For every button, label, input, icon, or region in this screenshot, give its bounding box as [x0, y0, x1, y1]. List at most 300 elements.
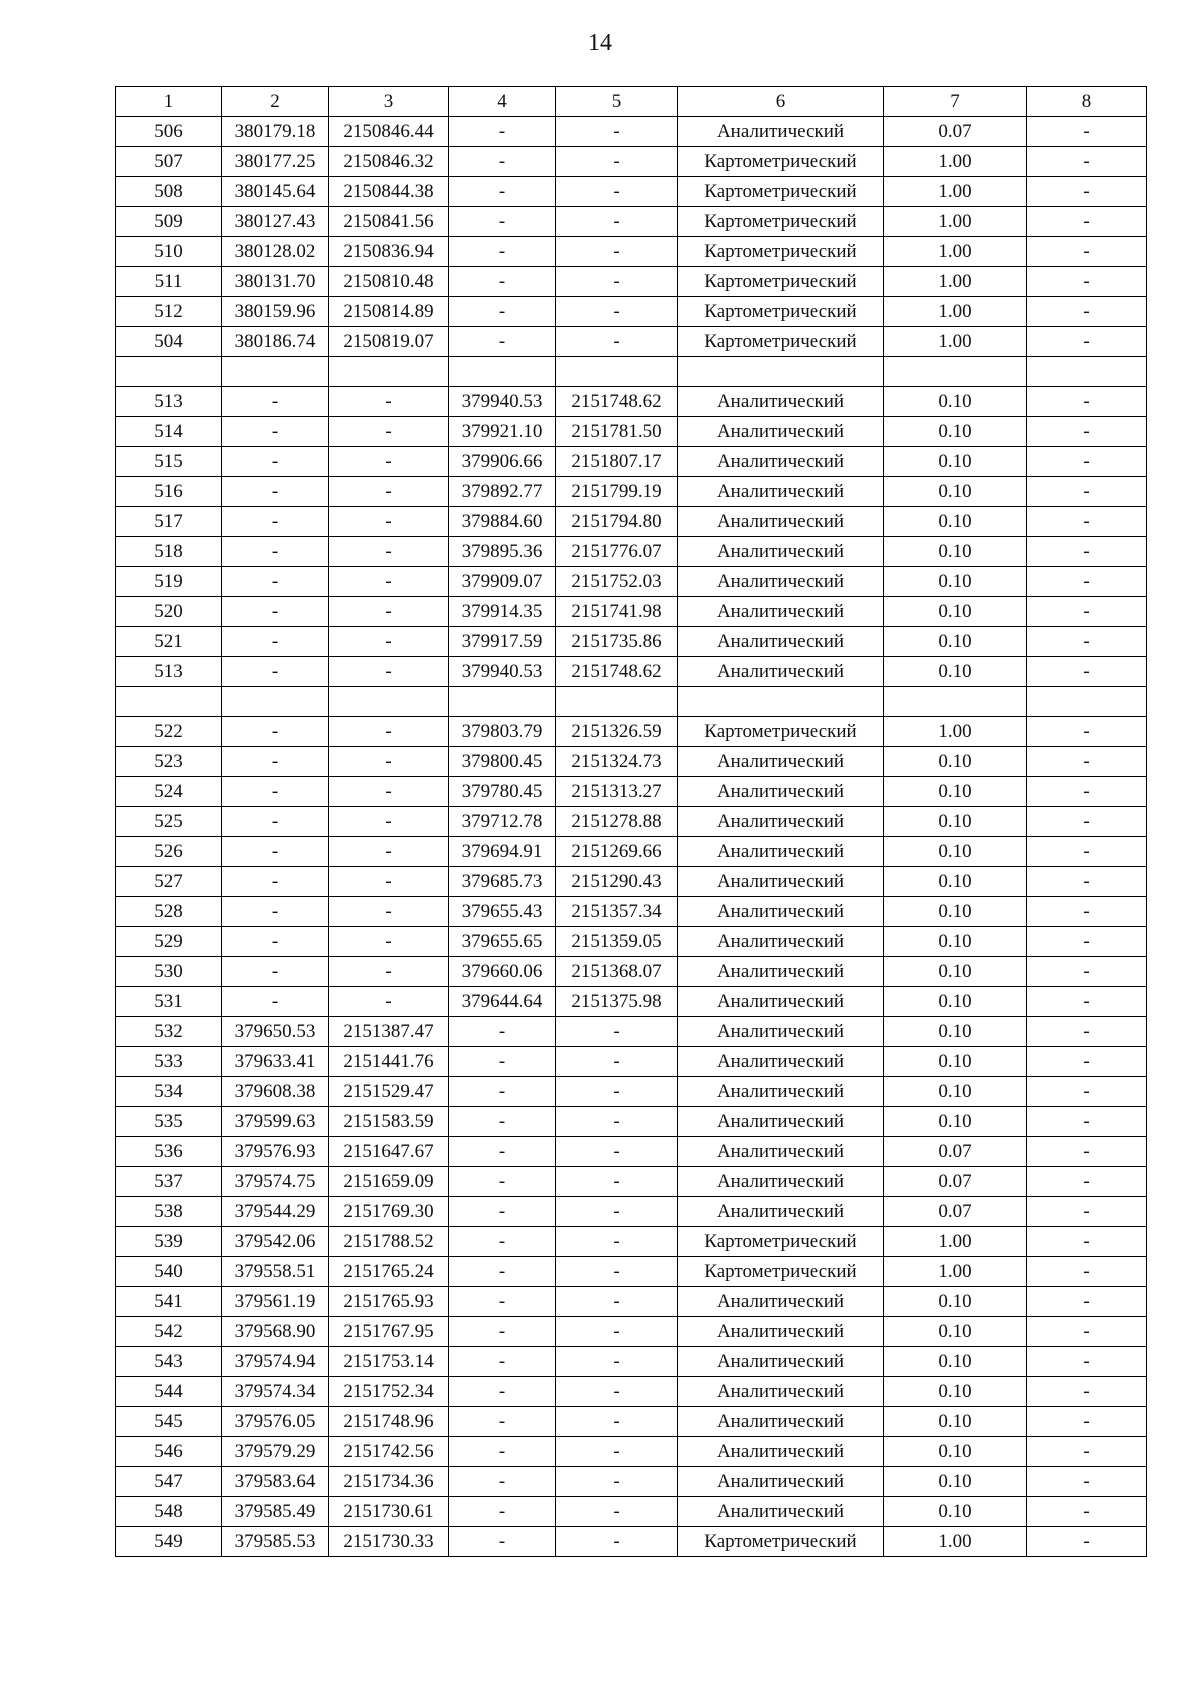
cell-coord-y-new: 2151278.88 [556, 807, 678, 837]
cell-coord-x-new: 379917.59 [449, 627, 556, 657]
cell-col8: - [1027, 1347, 1147, 1377]
cell-coord-y-new: - [556, 327, 678, 357]
cell-method: Аналитический [678, 1017, 884, 1047]
cell-coord-y-old: 2150819.07 [329, 327, 449, 357]
cell-coord-x-old: 380179.18 [222, 117, 329, 147]
table-row [116, 177, 1147, 207]
cell-point-number: 546 [116, 1437, 222, 1467]
cell-col8: - [1027, 477, 1147, 507]
table-row [116, 117, 1147, 147]
cell-coord-x-old: - [222, 867, 329, 897]
cell-coord-x-old [222, 357, 329, 387]
cell-coord-x-old [222, 687, 329, 717]
cell-point-number [116, 687, 222, 717]
cell-coord-x-new: 379660.06 [449, 957, 556, 987]
cell-col8: - [1027, 177, 1147, 207]
cell-coord-x-new: - [449, 1137, 556, 1167]
cell-coord-y-old: 2151748.96 [329, 1407, 449, 1437]
table-row [116, 507, 1147, 537]
cell-coord-x-old: - [222, 507, 329, 537]
cell-coord-y-old: - [329, 627, 449, 657]
cell-coord-x-new: 379892.77 [449, 477, 556, 507]
cell-col8: - [1027, 897, 1147, 927]
cell-coord-x-new: 379655.43 [449, 897, 556, 927]
cell-coord-y-old: 2150841.56 [329, 207, 449, 237]
table-row [116, 837, 1147, 867]
cell-col8 [1027, 357, 1147, 387]
cell-coord-x-old: 379608.38 [222, 1077, 329, 1107]
cell-precision: 0.10 [884, 1377, 1027, 1407]
cell-col8: - [1027, 507, 1147, 537]
cell-coord-x-old: - [222, 987, 329, 1017]
cell-method: Картометрический [678, 267, 884, 297]
cell-coord-y-old: - [329, 387, 449, 417]
cell-coord-x-new: - [449, 1497, 556, 1527]
cell-coord-x-new: - [449, 1377, 556, 1407]
cell-method: Аналитический [678, 1047, 884, 1077]
cell-coord-x-new: - [449, 1347, 556, 1377]
cell-coord-x-new: 379921.10 [449, 417, 556, 447]
cell-precision: 0.10 [884, 837, 1027, 867]
cell-precision: 0.10 [884, 627, 1027, 657]
cell-coord-x-new: - [449, 207, 556, 237]
cell-point-number: 526 [116, 837, 222, 867]
cell-point-number: 532 [116, 1017, 222, 1047]
table-row [116, 1377, 1147, 1407]
cell-coord-y-new: - [556, 1527, 678, 1557]
cell-precision: 1.00 [884, 1257, 1027, 1287]
cell-coord-y-old: - [329, 507, 449, 537]
cell-method: Аналитический [678, 507, 884, 537]
table-row [116, 777, 1147, 807]
cell-coord-x-old: 380159.96 [222, 297, 329, 327]
cell-point-number: 518 [116, 537, 222, 567]
cell-coord-y-new: 2151290.43 [556, 867, 678, 897]
cell-col8: - [1027, 207, 1147, 237]
cell-coord-x-old: 380131.70 [222, 267, 329, 297]
cell-method: Картометрический [678, 297, 884, 327]
table-row [116, 1467, 1147, 1497]
cell-coord-y-new: 2151375.98 [556, 987, 678, 1017]
cell-method: Аналитический [678, 1347, 884, 1377]
table-row [116, 1317, 1147, 1347]
cell-coord-y-new: - [556, 267, 678, 297]
cell-coord-x-new: - [449, 1407, 556, 1437]
cell-point-number: 538 [116, 1197, 222, 1227]
cell-coord-x-new: 379685.73 [449, 867, 556, 897]
table-header-row [116, 87, 1147, 117]
cell-point-number: 544 [116, 1377, 222, 1407]
cell-precision: 1.00 [884, 717, 1027, 747]
cell-coord-x-new: - [449, 1467, 556, 1497]
cell-point-number [116, 357, 222, 387]
cell-coord-y-new: - [556, 1257, 678, 1287]
cell-precision: 0.10 [884, 1287, 1027, 1317]
cell-coord-y-old: - [329, 927, 449, 957]
cell-coord-y-old: 2151583.59 [329, 1107, 449, 1137]
table-row [116, 1107, 1147, 1137]
cell-col8: - [1027, 957, 1147, 987]
cell-method: Картометрический [678, 327, 884, 357]
cell-coord-y-old: - [329, 747, 449, 777]
cell-coord-x-old: 379544.29 [222, 1197, 329, 1227]
cell-precision: 1.00 [884, 1527, 1027, 1557]
cell-method: Картометрический [678, 207, 884, 237]
cell-coord-y-new: - [556, 147, 678, 177]
cell-coord-x-old: 379650.53 [222, 1017, 329, 1047]
table-row [116, 567, 1147, 597]
cell-coord-y-old: - [329, 447, 449, 477]
cell-precision: 0.10 [884, 1107, 1027, 1137]
cell-precision: 1.00 [884, 327, 1027, 357]
table-row [116, 627, 1147, 657]
cell-coord-x-old: - [222, 417, 329, 447]
cell-col8: - [1027, 597, 1147, 627]
cell-precision: 0.10 [884, 1017, 1027, 1047]
cell-coord-x-new: - [449, 297, 556, 327]
cell-coord-y-new: 2151799.19 [556, 477, 678, 507]
cell-coord-x-old: - [222, 717, 329, 747]
cell-coord-x-old: - [222, 627, 329, 657]
table-row [116, 1017, 1147, 1047]
cell-coord-y-old: 2150836.94 [329, 237, 449, 267]
cell-precision: 0.10 [884, 1347, 1027, 1377]
cell-coord-x-new: - [449, 177, 556, 207]
header-cell-3: 3 [329, 87, 449, 117]
cell-point-number: 514 [116, 417, 222, 447]
table-row [116, 657, 1147, 687]
cell-coord-x-old: - [222, 567, 329, 597]
cell-method: Аналитический [678, 1377, 884, 1407]
cell-coord-y-new: 2151752.03 [556, 567, 678, 597]
cell-coord-y-new: - [556, 1317, 678, 1347]
cell-precision: 1.00 [884, 237, 1027, 267]
cell-coord-y-new: 2151326.59 [556, 717, 678, 747]
cell-method: Картометрический [678, 1527, 884, 1557]
cell-coord-y-old: 2151765.93 [329, 1287, 449, 1317]
table-row [116, 747, 1147, 777]
cell-method: Аналитический [678, 987, 884, 1017]
cell-coord-y-old: 2151767.95 [329, 1317, 449, 1347]
cell-precision: 0.10 [884, 477, 1027, 507]
header-cell-6: 6 [678, 87, 884, 117]
cell-method: Аналитический [678, 1167, 884, 1197]
cell-coord-x-old: 380177.25 [222, 147, 329, 177]
cell-coord-x-new: - [449, 1107, 556, 1137]
cell-col8: - [1027, 1197, 1147, 1227]
table-row [116, 597, 1147, 627]
cell-coord-x-old: 379576.93 [222, 1137, 329, 1167]
cell-method: Аналитический [678, 1077, 884, 1107]
cell-coord-y-old: 2151788.52 [329, 1227, 449, 1257]
cell-coord-x-new [449, 687, 556, 717]
cell-precision: 1.00 [884, 207, 1027, 237]
page-number: 14 [588, 30, 612, 56]
cell-coord-x-old: - [222, 657, 329, 687]
cell-col8: - [1027, 297, 1147, 327]
table-body [116, 87, 1147, 1557]
cell-coord-y-old: 2150844.38 [329, 177, 449, 207]
cell-coord-y-new: 2151269.66 [556, 837, 678, 867]
cell-coord-y-old: - [329, 537, 449, 567]
cell-coord-x-old: 379568.90 [222, 1317, 329, 1347]
cell-method: Аналитический [678, 417, 884, 447]
cell-col8: - [1027, 537, 1147, 567]
cell-col8: - [1027, 1227, 1147, 1257]
cell-coord-x-new: - [449, 1317, 556, 1347]
cell-coord-y-old: - [329, 597, 449, 627]
cell-coord-x-old: 380145.64 [222, 177, 329, 207]
cell-coord-x-new: - [449, 1227, 556, 1257]
cell-coord-x-new [449, 357, 556, 387]
cell-col8: - [1027, 1437, 1147, 1467]
cell-point-number: 510 [116, 237, 222, 267]
table-row [116, 1407, 1147, 1437]
cell-precision: 0.07 [884, 1197, 1027, 1227]
cell-method: Аналитический [678, 117, 884, 147]
cell-point-number: 539 [116, 1227, 222, 1257]
cell-point-number: 540 [116, 1257, 222, 1287]
cell-coord-x-old: 380186.74 [222, 327, 329, 357]
cell-point-number: 511 [116, 267, 222, 297]
cell-method: Аналитический [678, 447, 884, 477]
cell-method [678, 687, 884, 717]
cell-col8: - [1027, 237, 1147, 267]
cell-col8: - [1027, 1467, 1147, 1497]
cell-coord-y-new: - [556, 1377, 678, 1407]
table-row [116, 1197, 1147, 1227]
cell-coord-x-old: - [222, 477, 329, 507]
cell-coord-y-old: 2150846.32 [329, 147, 449, 177]
cell-coord-y-old: 2151441.76 [329, 1047, 449, 1077]
cell-col8: - [1027, 1017, 1147, 1047]
cell-coord-x-new: 379803.79 [449, 717, 556, 747]
cell-col8: - [1027, 1407, 1147, 1437]
cell-col8: - [1027, 927, 1147, 957]
cell-coord-x-old: 379574.94 [222, 1347, 329, 1377]
cell-method: Аналитический [678, 1497, 884, 1527]
cell-method: Аналитический [678, 957, 884, 987]
cell-point-number: 519 [116, 567, 222, 597]
cell-col8: - [1027, 747, 1147, 777]
cell-method: Картометрический [678, 1227, 884, 1257]
cell-precision: 0.07 [884, 1167, 1027, 1197]
cell-method: Аналитический [678, 1437, 884, 1467]
cell-precision: 0.10 [884, 807, 1027, 837]
table-row [116, 927, 1147, 957]
cell-point-number: 509 [116, 207, 222, 237]
cell-point-number: 525 [116, 807, 222, 837]
cell-coord-y-new: - [556, 1227, 678, 1257]
cell-precision: 0.10 [884, 747, 1027, 777]
cell-method: Аналитический [678, 597, 884, 627]
cell-method: Аналитический [678, 1407, 884, 1437]
cell-coord-x-new: - [449, 267, 556, 297]
cell-col8: - [1027, 267, 1147, 297]
cell-col8: - [1027, 1167, 1147, 1197]
cell-coord-x-new: - [449, 147, 556, 177]
cell-point-number: 520 [116, 597, 222, 627]
table-row [116, 1287, 1147, 1317]
table-row [116, 957, 1147, 987]
table-row [116, 207, 1147, 237]
cell-coord-y-old: - [329, 957, 449, 987]
cell-coord-y-new: - [556, 1017, 678, 1047]
cell-precision: 0.10 [884, 1407, 1027, 1437]
cell-coord-x-old: - [222, 597, 329, 627]
cell-method: Аналитический [678, 837, 884, 867]
cell-coord-x-new: 379712.78 [449, 807, 556, 837]
cell-point-number: 548 [116, 1497, 222, 1527]
cell-coord-y-old: - [329, 807, 449, 837]
table-row [116, 1347, 1147, 1377]
cell-method: Аналитический [678, 927, 884, 957]
cell-coord-y-old: - [329, 867, 449, 897]
header-cell-8: 8 [1027, 87, 1147, 117]
cell-col8: - [1027, 627, 1147, 657]
cell-coord-y-new: - [556, 1167, 678, 1197]
table-row [116, 1047, 1147, 1077]
cell-coord-x-old: - [222, 447, 329, 477]
header-cell-7: 7 [884, 87, 1027, 117]
cell-point-number: 543 [116, 1347, 222, 1377]
cell-point-number: 542 [116, 1317, 222, 1347]
cell-coord-y-old: - [329, 837, 449, 867]
cell-precision: 0.10 [884, 537, 1027, 567]
cell-precision: 0.10 [884, 1497, 1027, 1527]
cell-coord-y-new: 2151357.34 [556, 897, 678, 927]
cell-coord-x-old: 379633.41 [222, 1047, 329, 1077]
cell-coord-x-new: - [449, 1527, 556, 1557]
table-row [116, 267, 1147, 297]
cell-method: Аналитический [678, 807, 884, 837]
cell-coord-x-new: - [449, 237, 556, 267]
cell-coord-y-new: 2151741.98 [556, 597, 678, 627]
cell-coord-x-old: - [222, 927, 329, 957]
table-row [116, 417, 1147, 447]
cell-precision: 0.10 [884, 777, 1027, 807]
table-row [116, 1137, 1147, 1167]
cell-coord-y-old: 2151742.56 [329, 1437, 449, 1467]
table-row [116, 1437, 1147, 1467]
cell-col8: - [1027, 1497, 1147, 1527]
cell-precision: 0.10 [884, 1467, 1027, 1497]
cell-coord-x-old: 379558.51 [222, 1257, 329, 1287]
cell-precision: 0.10 [884, 1317, 1027, 1347]
cell-coord-y-new: - [556, 1077, 678, 1107]
table-row [116, 477, 1147, 507]
cell-coord-x-new: - [449, 1287, 556, 1317]
cell-method: Картометрический [678, 237, 884, 267]
cell-method: Аналитический [678, 567, 884, 597]
cell-coord-y-old: 2151765.24 [329, 1257, 449, 1287]
cell-coord-y-old: 2150810.48 [329, 267, 449, 297]
cell-coord-y-old [329, 687, 449, 717]
cell-point-number: 530 [116, 957, 222, 987]
cell-coord-y-new: - [556, 1137, 678, 1167]
cell-coord-y-old: - [329, 417, 449, 447]
table-row [116, 387, 1147, 417]
cell-coord-y-old: 2151529.47 [329, 1077, 449, 1107]
cell-method: Аналитический [678, 747, 884, 777]
cell-point-number: 545 [116, 1407, 222, 1437]
cell-coord-x-new: 379800.45 [449, 747, 556, 777]
cell-precision: 1.00 [884, 177, 1027, 207]
cell-point-number: 536 [116, 1137, 222, 1167]
cell-coord-x-new: 379655.65 [449, 927, 556, 957]
cell-coord-y-new: - [556, 237, 678, 267]
cell-coord-y-old: 2151752.34 [329, 1377, 449, 1407]
cell-coord-x-old: 379599.63 [222, 1107, 329, 1137]
cell-coord-x-new: - [449, 117, 556, 147]
cell-coord-x-old: - [222, 807, 329, 837]
cell-coord-x-new: - [449, 1077, 556, 1107]
cell-coord-y-old [329, 357, 449, 387]
cell-method: Аналитический [678, 1137, 884, 1167]
cell-coord-x-old: - [222, 957, 329, 987]
cell-method: Аналитический [678, 1467, 884, 1497]
cell-method [678, 357, 884, 387]
table-row [116, 357, 1147, 387]
cell-precision: 0.10 [884, 987, 1027, 1017]
cell-col8: - [1027, 1137, 1147, 1167]
table-row [116, 897, 1147, 927]
cell-coord-x-old: 380127.43 [222, 207, 329, 237]
cell-coord-y-new: 2151368.07 [556, 957, 678, 987]
table-row [116, 717, 1147, 747]
cell-col8: - [1027, 717, 1147, 747]
cell-col8: - [1027, 807, 1147, 837]
cell-coord-x-new: 379895.36 [449, 537, 556, 567]
table-row [116, 537, 1147, 567]
cell-coord-y-new: - [556, 1437, 678, 1467]
table-row [116, 447, 1147, 477]
cell-col8: - [1027, 1107, 1147, 1137]
cell-coord-y-old: 2151769.30 [329, 1197, 449, 1227]
table-row [116, 1167, 1147, 1197]
cell-coord-x-new: - [449, 1437, 556, 1467]
header-cell-1: 1 [116, 87, 222, 117]
cell-method: Аналитический [678, 777, 884, 807]
cell-point-number: 533 [116, 1047, 222, 1077]
cell-method: Аналитический [678, 537, 884, 567]
cell-coord-y-new: - [556, 1467, 678, 1497]
cell-point-number: 504 [116, 327, 222, 357]
cell-coord-y-new: - [556, 297, 678, 327]
cell-coord-x-old: - [222, 897, 329, 927]
cell-coord-x-old: - [222, 387, 329, 417]
cell-coord-y-old: 2150814.89 [329, 297, 449, 327]
cell-col8: - [1027, 567, 1147, 597]
cell-coord-y-old: 2151659.09 [329, 1167, 449, 1197]
cell-coord-x-new: - [449, 1047, 556, 1077]
cell-coord-x-new: - [449, 1017, 556, 1047]
cell-col8: - [1027, 117, 1147, 147]
cell-coord-x-new: - [449, 1197, 556, 1227]
cell-point-number: 537 [116, 1167, 222, 1197]
table-row [116, 1527, 1147, 1557]
cell-precision: 1.00 [884, 1227, 1027, 1257]
cell-method: Аналитический [678, 627, 884, 657]
cell-precision: 0.10 [884, 387, 1027, 417]
cell-method: Картометрический [678, 1257, 884, 1287]
cell-precision: 0.10 [884, 1437, 1027, 1467]
cell-coord-x-old: - [222, 747, 329, 777]
table-row [116, 1497, 1147, 1527]
cell-precision: 0.10 [884, 867, 1027, 897]
cell-col8: - [1027, 657, 1147, 687]
cell-precision: 0.10 [884, 1077, 1027, 1107]
